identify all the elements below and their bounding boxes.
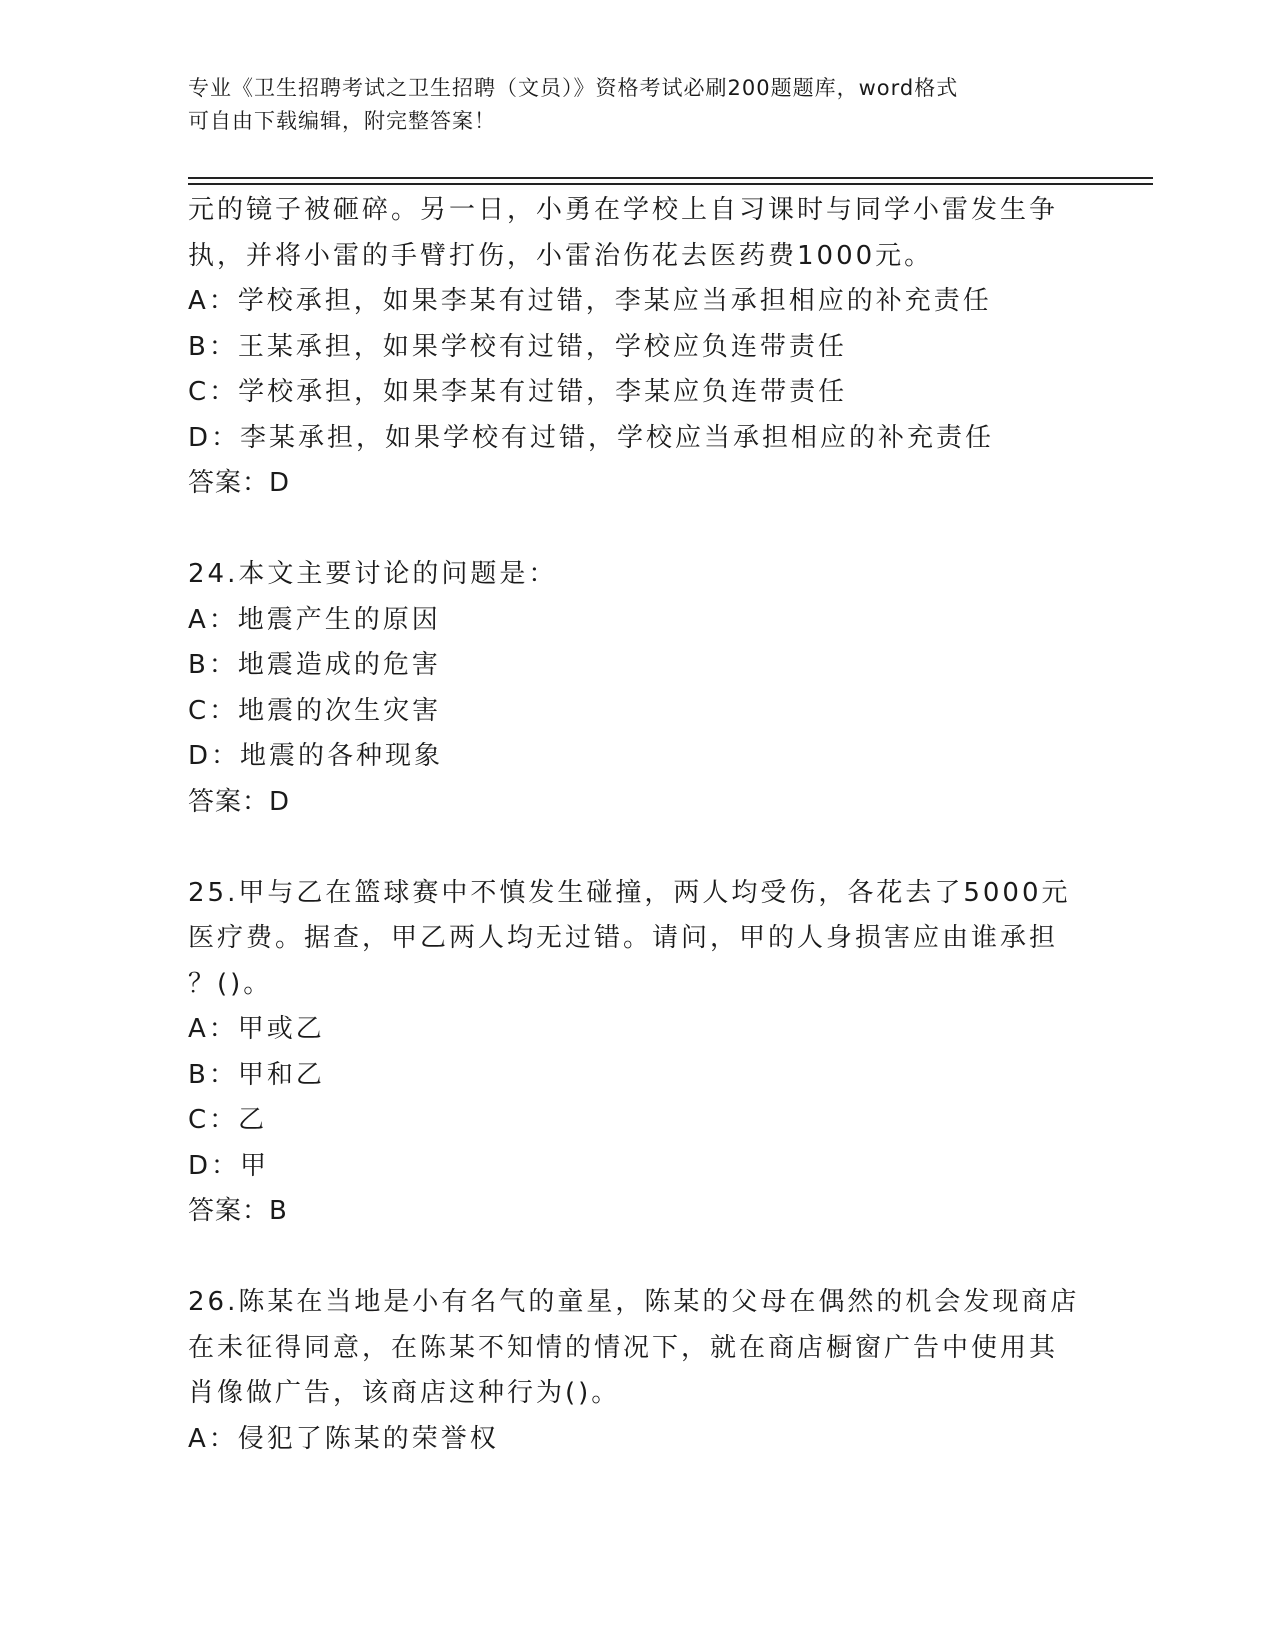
question-stem-line: 肖像做广告，该商店这种行为()。 bbox=[188, 1378, 621, 1408]
question-stem-line: 执，并将小雷的手臂打伤，小雷治伤花去医药费1000元。 bbox=[188, 240, 934, 271]
answer-line: 答案：B bbox=[188, 1196, 288, 1226]
question-content bbox=[188, 188, 1088, 1462]
option-a: A：地震产生的原因 bbox=[188, 604, 441, 635]
blank-line bbox=[188, 507, 1088, 553]
option-c: C：学校承担，如果李某有过错，李某应负连带责任 bbox=[188, 377, 848, 407]
question-stem-line: 元的镜子被砸碎。另一日，小勇在学校上自习课时与同学小雷发生争 bbox=[188, 195, 1059, 225]
option-d: D：李某承担，如果学校有过错，学校应当承担相应的补充责任 bbox=[188, 422, 995, 453]
blank-line bbox=[188, 1235, 1088, 1281]
answer-line: 答案：D bbox=[188, 786, 291, 817]
question-24 bbox=[188, 552, 1088, 825]
header-divider-bottom bbox=[188, 183, 1153, 185]
option-d: D：地震的各种现象 bbox=[188, 741, 444, 771]
blank-line bbox=[188, 825, 1088, 871]
option-d: D：甲 bbox=[188, 1150, 270, 1181]
option-b: B：王某承担，如果学校有过错，学校应负连带责任 bbox=[188, 331, 847, 362]
question-stem-line: ？()。 bbox=[188, 968, 273, 999]
option-a: A：侵犯了陈某的荣誉权 bbox=[188, 1423, 499, 1454]
option-b: B：地震造成的危害 bbox=[188, 650, 441, 680]
option-c: C：乙 bbox=[188, 1105, 268, 1135]
question-stem-line: 26.陈某在当地是小有名气的童星，陈某的父母在偶然的机会发现商店 bbox=[188, 1287, 1080, 1317]
option-a: A：甲或乙 bbox=[188, 1014, 325, 1044]
header-title-line1: 专业《卫生招聘考试之卫生招聘（文员）》资格考试必刷200题题库，word格式 bbox=[188, 76, 959, 100]
answer-line: 答案：D bbox=[188, 468, 291, 498]
question-stem-line: 医疗费。据查，甲乙两人均无过错。请问，甲的人身损害应由谁承担 bbox=[188, 923, 1059, 953]
option-b: B：甲和乙 bbox=[188, 1059, 325, 1090]
question-stem-line: 在未征得同意，在陈某不知情的情况下，就在商店橱窗广告中使用其 bbox=[188, 1332, 1059, 1363]
option-a: A：学校承担，如果李某有过错，李某应当承担相应的补充责任 bbox=[188, 286, 992, 316]
question-23 bbox=[188, 188, 1088, 507]
option-c: C：地震的次生灾害 bbox=[188, 695, 442, 726]
question-stem-line: 24.本文主要讨论的问题是： bbox=[188, 559, 558, 589]
page-header bbox=[188, 72, 1068, 138]
header-title-line2: 可自由下载编辑，附完整答案！ bbox=[188, 109, 496, 133]
question-stem-line: 25.甲与乙在篮球赛中不慎发生碰撞，两人均受伤，各花去了5000元 bbox=[188, 877, 1071, 908]
header-divider-top bbox=[188, 177, 1153, 179]
question-26 bbox=[188, 1280, 1088, 1462]
question-25 bbox=[188, 871, 1088, 1235]
